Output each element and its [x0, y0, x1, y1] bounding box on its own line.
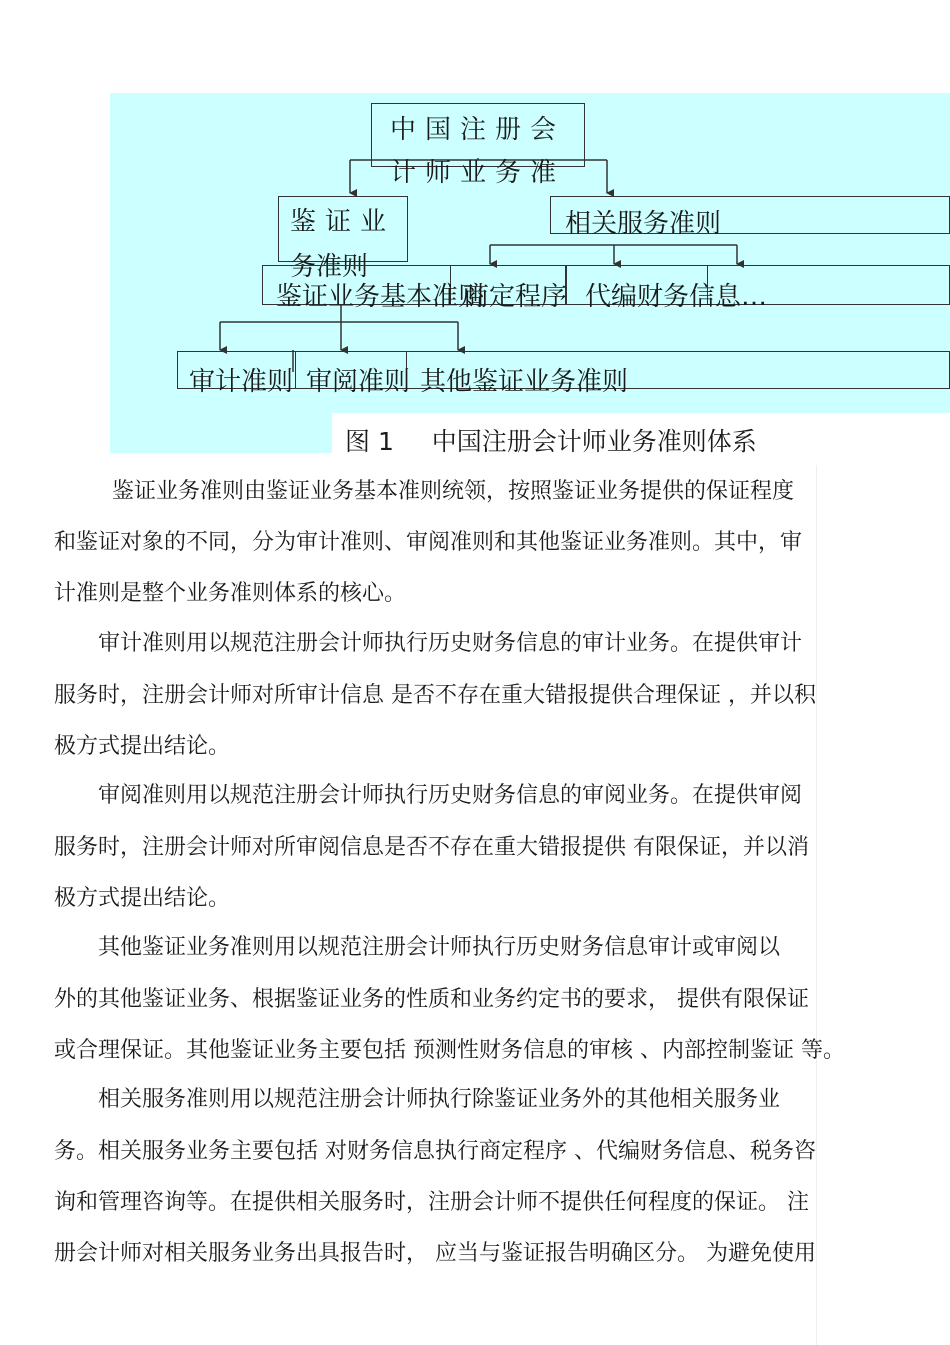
audit-standards-label: 审计准则 — [189, 367, 294, 397]
figure-caption — [345, 422, 757, 458]
paragraph-line: 审计准则用以规范注册会计师执行历史财务信息的审计业务。在提供审计 — [98, 631, 803, 656]
paragraph-line: 极方式提出结论。 — [54, 886, 231, 911]
assurance-label-line2: 务准则 — [290, 252, 369, 282]
paragraph-line: 计准则是整个业务准则体系的核心。 — [54, 581, 407, 606]
page-rule — [816, 465, 817, 1345]
paragraph-line: 极方式提出结论。 — [54, 734, 231, 759]
agreed-procedures-label: 商定程序 — [463, 282, 568, 312]
paragraph-line: 询和管理咨询等。在提供相关服务时，注册会计师不提供任何程度的保证。 注 — [54, 1190, 809, 1215]
paragraph-line: 外的其他鉴证业务、根据鉴证业务的性质和业务约定书的要求， 提供有限保证 — [54, 987, 809, 1012]
figure-number: 图 1 — [345, 427, 394, 456]
paragraph-line: 服务时，注册会计师对所审阅信息是否不存在重大错报提供 有限保证，并以消 — [54, 835, 809, 860]
paragraph-line: 或合理保证。其他鉴证业务主要包括 预测性财务信息的审核 、内部控制鉴证 等。 — [54, 1038, 845, 1063]
paragraph-line: 相关服务准则用以规范注册会计师执行除鉴证业务外的其他相关服务业 — [98, 1087, 781, 1112]
paragraph-line: 册会计师对相关服务业务出具报告时， 应当与鉴证报告明确区分。 为避免使用 — [54, 1241, 816, 1266]
paragraph-line: 务。相关服务业务主要包括 对财务信息执行商定程序 、代编财务信息、税务咨 — [54, 1139, 816, 1164]
paragraph-line: 和鉴证对象的不同，分为审计准则、审阅准则和其他鉴证业务准则。其中，审 — [54, 530, 803, 555]
root-label-line1: 中国注册会 — [390, 115, 566, 145]
assurance-basic-label: 鉴证业务基本准则 — [276, 282, 485, 312]
root-label-line2: 计师业务准 — [390, 158, 566, 188]
other-assurance-label: 其他鉴证业务准则 — [420, 367, 629, 397]
paragraph-line: 审阅准则用以规范注册会计师执行历史财务信息的审阅业务。在提供审阅 — [98, 783, 803, 808]
related-services-label: 相关服务准则 — [565, 209, 722, 239]
figure-title: 中国注册会计师业务准则体系 — [431, 427, 757, 456]
paragraph-line: 其他鉴证业务准则用以规范注册会计师执行历史财务信息审计或审阅以 — [98, 935, 781, 960]
assurance-label-line1: 鉴证业 — [290, 207, 396, 237]
compilation-label: 代编财务信息… — [585, 282, 768, 312]
review-standards-label: 审阅准则 — [306, 367, 411, 397]
paragraph-line: 服务时，注册会计师对所审计信息 是否不存在重大错报提供合理保证 ，并以积 — [54, 683, 816, 708]
paragraph-line: 鉴证业务准则由鉴证业务基本准则统领，按照鉴证业务提供的保证程度 — [112, 479, 795, 504]
